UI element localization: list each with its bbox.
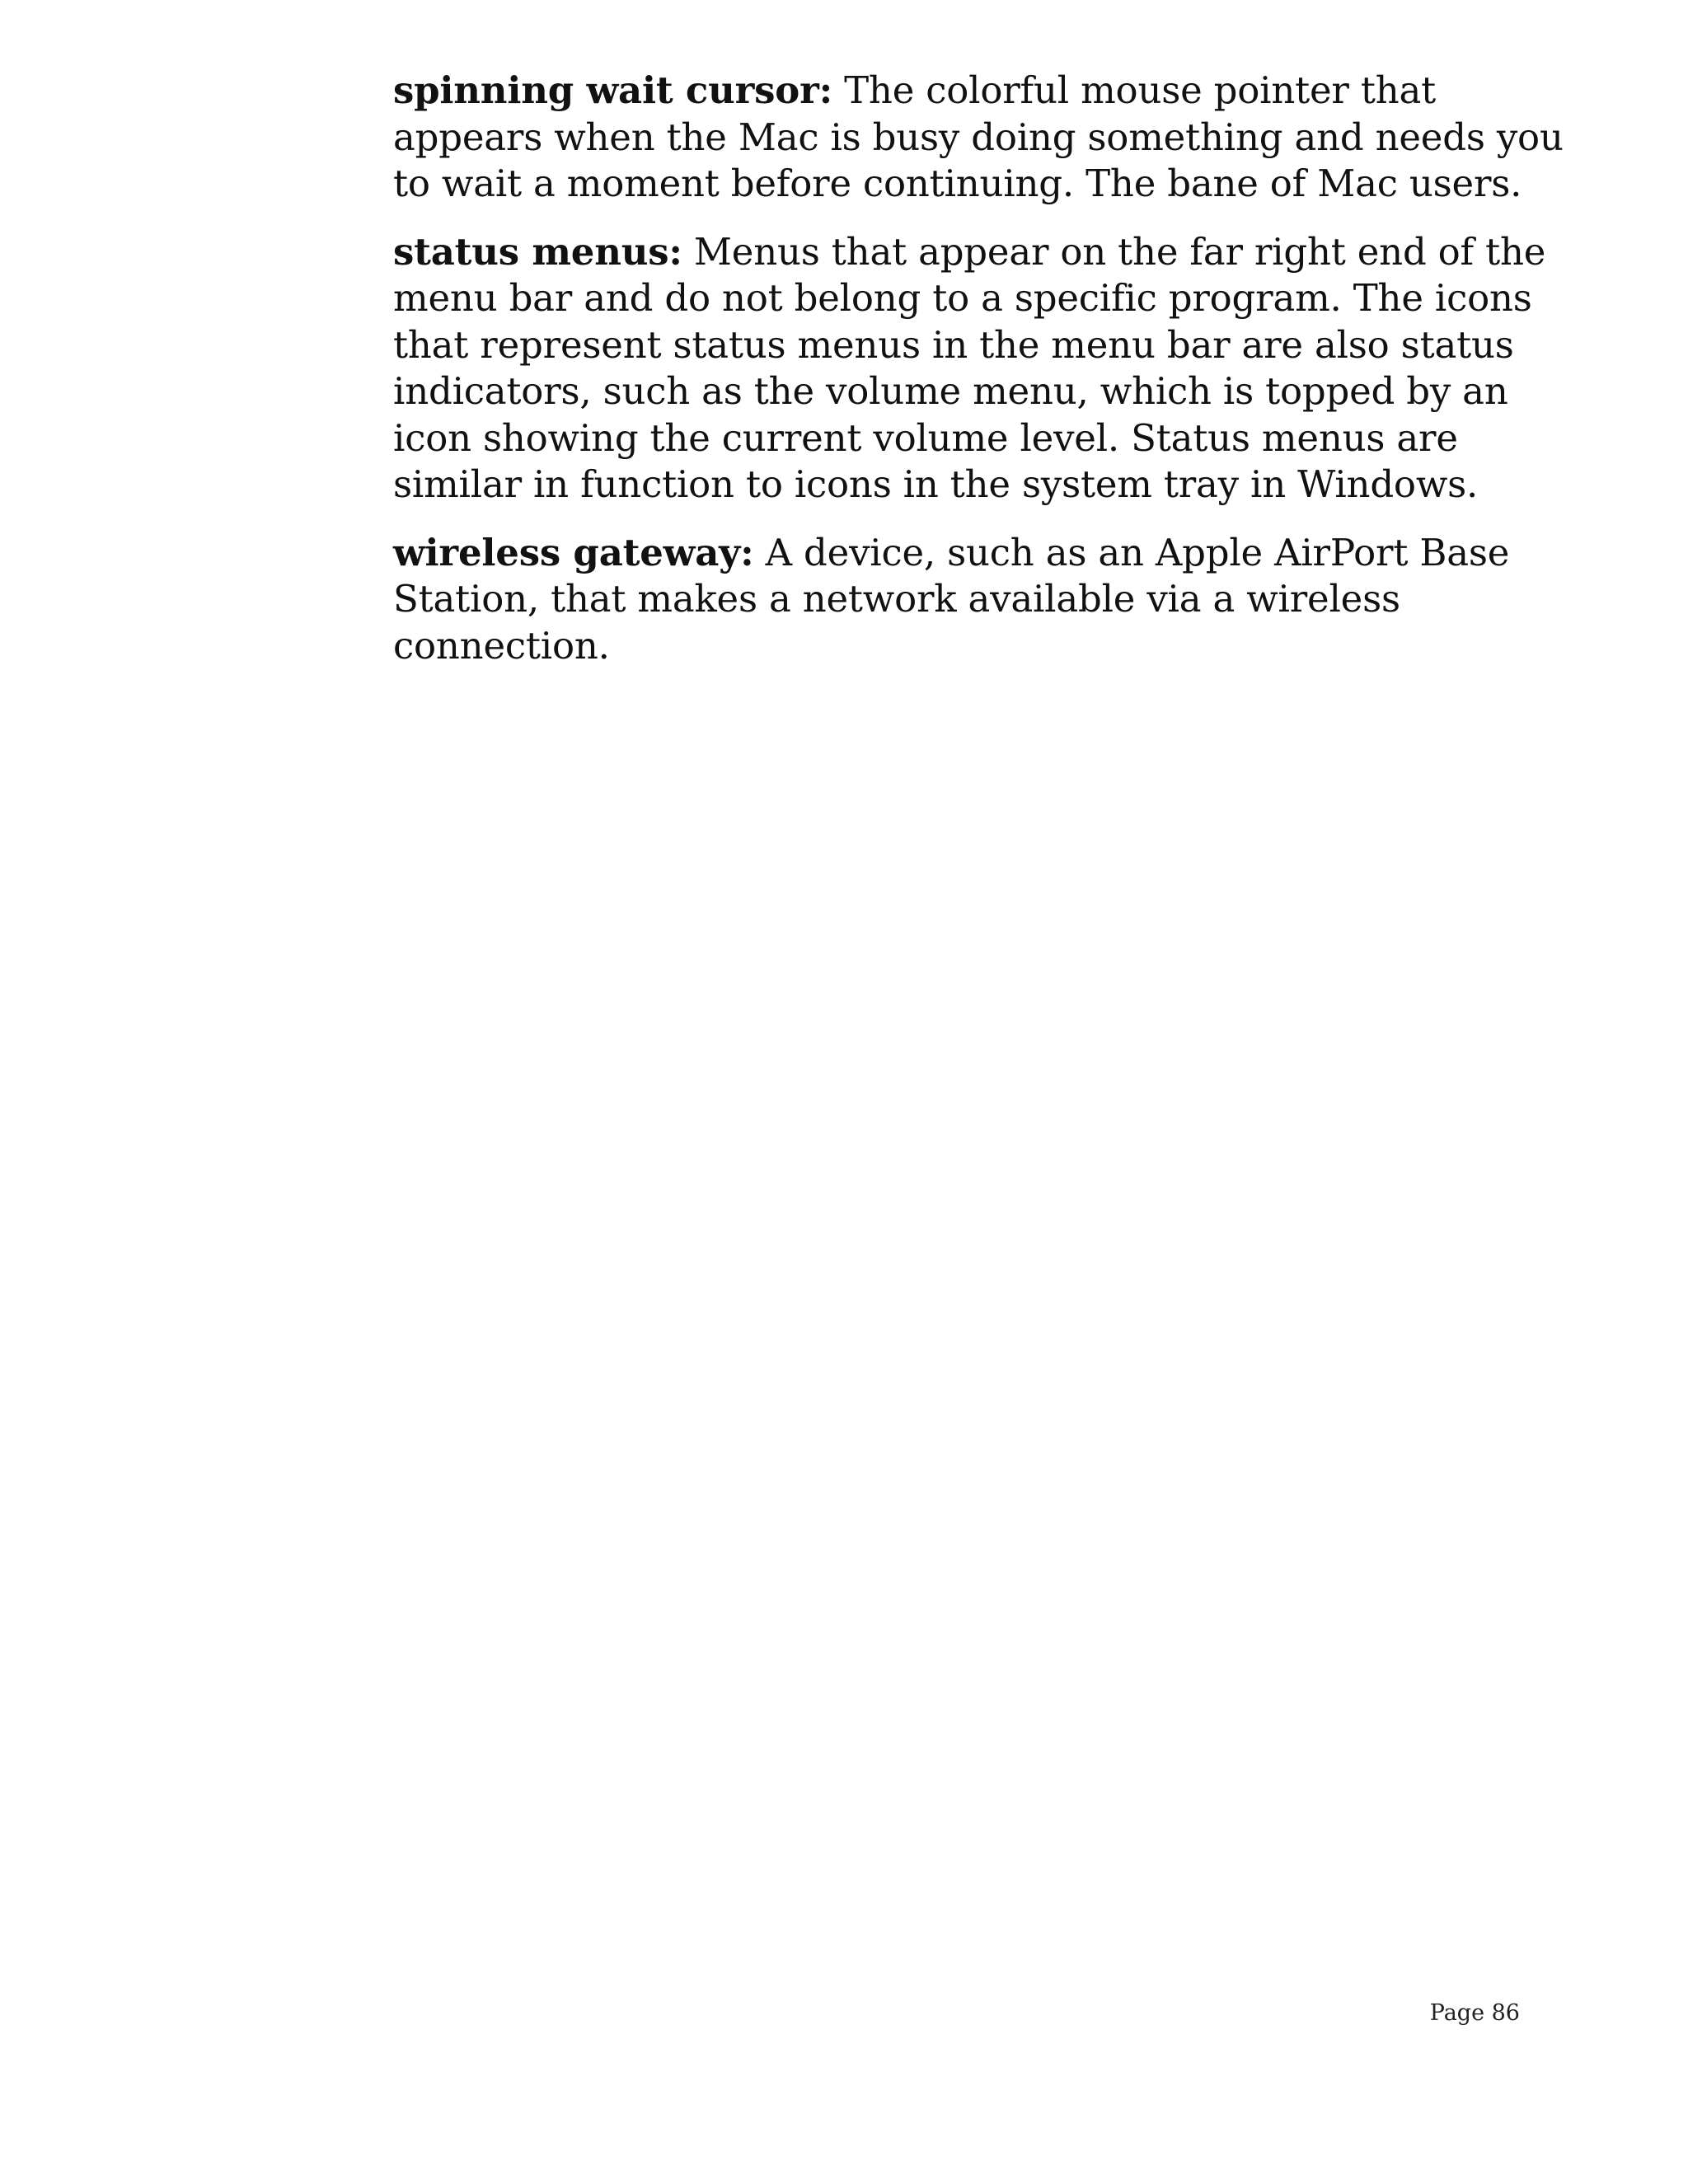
glossary-term: status menus: [393, 229, 682, 274]
glossary-term: spinning wait cursor: [393, 68, 833, 112]
glossary-definition: A device, such as an Apple AirPort Base Station, that makes a network available via a wireless connection. [393, 530, 1510, 668]
page-number: Page 86 [1429, 2000, 1520, 2026]
glossary-term: wireless gateway: [393, 530, 754, 574]
glossary-list [393, 68, 1580, 691]
glossary-definition: The colorful mouse pointer that appears when the Mac is busy doing something and needs you to wait a moment before continuing. The bane of Mac users. [393, 68, 1564, 205]
glossary-entry-wireless-gateway [393, 530, 1580, 670]
glossary-entry-status-menus [393, 229, 1580, 509]
glossary-entry-spinning-wait-cursor [393, 68, 1580, 208]
glossary-definition: Menus that appear on the far right end of the menu bar and do not belong to a specific program. The icons that represent status menus in the menu bar are also status indicators, such as the volume menu, which is topped by an icon showing the current volume level. Status menus are similar in function to icons in the system tray in Windows. [393, 229, 1546, 506]
